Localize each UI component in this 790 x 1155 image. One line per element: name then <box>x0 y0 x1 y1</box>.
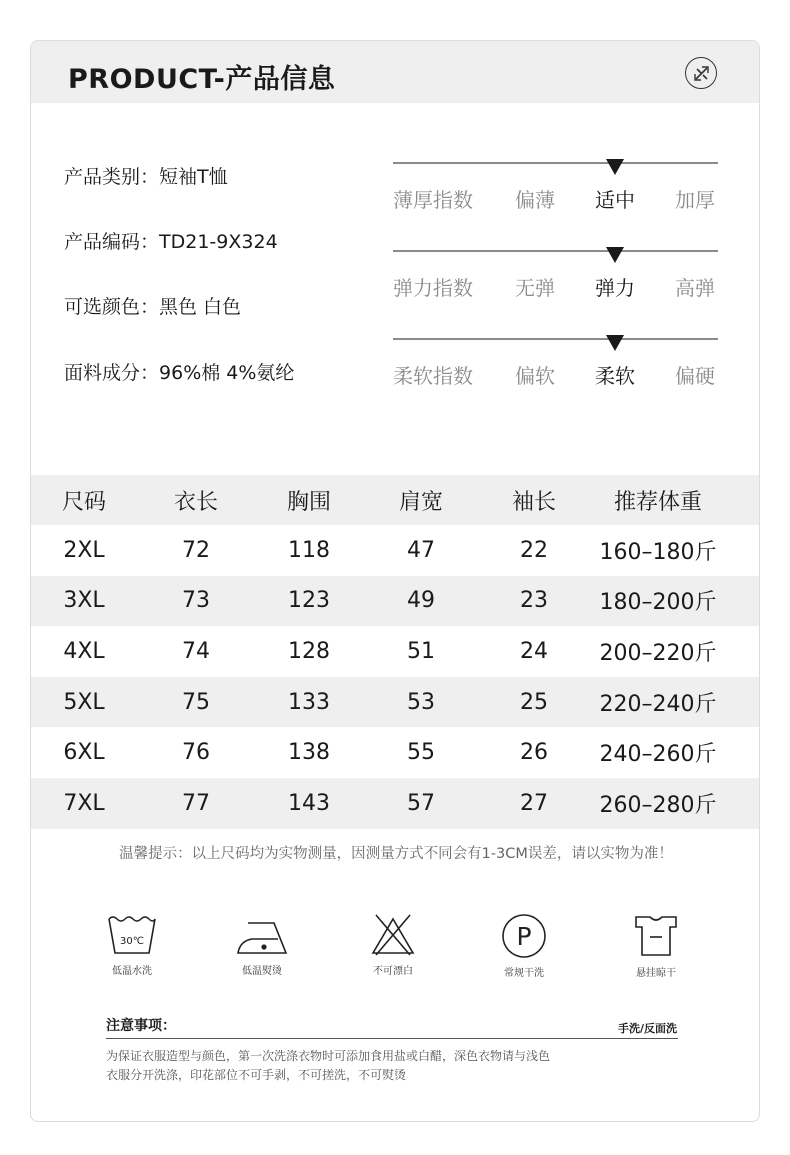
table-cell: 22 <box>520 537 548 563</box>
table-cell: 123 <box>288 588 330 614</box>
spec-value: 短袖T恤 <box>159 166 228 188</box>
scale-option-selected: 弹力 <box>595 276 635 300</box>
table-cell: 72 <box>182 537 210 563</box>
thickness-scale <box>393 162 718 222</box>
table-cell: 3XL <box>63 588 105 614</box>
scale-option: 高弹 <box>675 276 715 300</box>
table-cell: 76 <box>182 740 210 766</box>
scale-option: 加厚 <box>675 188 715 212</box>
size-table <box>31 475 760 829</box>
care-item-wash <box>77 913 187 993</box>
table-row <box>31 677 760 728</box>
table-cell: 77 <box>182 790 210 816</box>
spec-fabric <box>64 358 294 385</box>
table-cell: 200–220斤 <box>599 640 717 666</box>
table-cell: 260–280斤 <box>599 792 717 818</box>
spec-colors <box>64 292 241 319</box>
spec-label: 可选颜色： <box>64 296 160 318</box>
table-cell: 143 <box>288 790 330 816</box>
table-cell: 2XL <box>63 537 105 563</box>
page-title: PRODUCT-产品信息 <box>68 64 336 95</box>
table-cell: 23 <box>520 588 548 614</box>
table-cell: 27 <box>520 790 548 816</box>
column-header: 推荐体重 <box>613 489 702 515</box>
table-cell: 7XL <box>63 790 105 816</box>
wash-30-icon <box>105 913 159 957</box>
table-cell: 138 <box>288 740 330 766</box>
care-label: 悬挂晾干 <box>636 968 676 979</box>
product-info-card <box>30 40 760 1122</box>
spec-value: 黑色 白色 <box>159 296 242 318</box>
scale-option-selected: 柔软 <box>595 364 635 388</box>
table-cell: 51 <box>407 638 435 664</box>
table-cell: 53 <box>407 689 435 715</box>
measurement-tip: 温馨提示：以上尺码均为实物测量，因测量方式不同会有1-3CM误差，请以实物为准！ <box>119 846 673 862</box>
spec-value: TD21-9X324 <box>159 231 278 253</box>
care-item-hang <box>601 913 711 993</box>
scale-line <box>393 338 718 340</box>
table-cell: 26 <box>520 740 548 766</box>
no-bleach-icon <box>368 913 418 957</box>
table-row <box>31 626 760 677</box>
table-cell: 25 <box>520 689 548 715</box>
table-cell: 5XL <box>63 689 105 715</box>
care-label: 不可漂白 <box>373 966 413 977</box>
scale-option: 偏薄 <box>515 188 555 212</box>
table-cell: 133 <box>288 689 330 715</box>
divider <box>106 1038 678 1039</box>
column-header: 衣长 <box>173 489 218 515</box>
column-header: 袖长 <box>511 489 556 515</box>
wash-temp-text: 30℃ <box>120 936 144 947</box>
spec-label: 产品类别： <box>64 166 160 188</box>
table-cell: 128 <box>288 638 330 664</box>
table-cell: 57 <box>407 790 435 816</box>
table-cell: 55 <box>407 740 435 766</box>
attention-text-line: 衣服分开洗涤，印花部位不可手剥，不可搓洗，不可熨烫 <box>106 1068 407 1082</box>
care-label: 低温熨烫 <box>242 966 282 977</box>
scale-marker-icon <box>606 247 624 263</box>
column-header: 胸围 <box>286 489 331 515</box>
scale-marker-icon <box>606 335 624 351</box>
elasticity-scale <box>393 250 718 310</box>
care-item-bleach <box>338 913 448 993</box>
table-cell: 6XL <box>63 740 105 766</box>
scale-name: 柔软指数 <box>393 364 473 388</box>
spec-label: 面料成分： <box>64 362 160 384</box>
scale-option: 偏软 <box>515 364 555 388</box>
dry-clean-icon <box>500 913 548 959</box>
softness-scale <box>393 338 718 398</box>
scale-name: 弹力指数 <box>393 276 473 300</box>
care-item-dryclean <box>469 913 579 993</box>
column-header: 肩宽 <box>398 489 443 515</box>
scale-option: 偏硬 <box>675 364 715 388</box>
table-cell: 220–240斤 <box>599 691 717 717</box>
spec-code <box>64 227 278 254</box>
table-cell: 118 <box>288 537 330 563</box>
table-row <box>31 727 760 778</box>
table-cell: 24 <box>520 638 548 664</box>
spec-label: 产品编码： <box>64 231 160 253</box>
care-label: 常规干洗 <box>504 968 544 979</box>
table-row <box>31 778 760 829</box>
table-cell: 180–200斤 <box>599 590 717 616</box>
table-cell: 47 <box>407 537 435 563</box>
spec-category <box>64 162 228 189</box>
table-cell: 240–260斤 <box>599 742 717 768</box>
table-cell: 160–180斤 <box>599 539 717 565</box>
scale-option-selected: 适中 <box>595 188 635 212</box>
attention-text-line: 为保证衣服造型与颜色，第一次洗涤衣物时可添加食用盐或白醋，深色衣物请与浅色 <box>106 1049 551 1063</box>
scale-name: 薄厚指数 <box>393 188 473 212</box>
scale-line <box>393 162 718 164</box>
table-cell: 73 <box>182 588 210 614</box>
scale-option: 无弹 <box>515 276 555 300</box>
attention-wash-method: 手洗/反面洗 <box>617 1022 677 1035</box>
attention-title: 注意事项： <box>106 1018 176 1034</box>
hang-dry-icon <box>632 913 680 959</box>
table-row <box>31 525 760 576</box>
scale-line <box>393 250 718 252</box>
table-row <box>31 576 760 627</box>
table-cell: 4XL <box>63 638 105 664</box>
logo-badge-icon <box>685 57 717 89</box>
care-label: 低温水洗 <box>112 966 152 977</box>
table-cell: 49 <box>407 588 435 614</box>
table-cell: 75 <box>182 689 210 715</box>
table-header-row <box>31 475 760 525</box>
iron-low-icon <box>234 913 290 957</box>
table-cell: 74 <box>182 638 210 664</box>
dry-clean-letter: P <box>516 922 532 951</box>
care-item-iron <box>207 913 317 993</box>
header-bar <box>31 41 760 103</box>
spec-value: 96%棉 4%氨纶 <box>159 362 295 384</box>
scale-marker-icon <box>606 159 624 175</box>
column-header: 尺码 <box>61 489 106 515</box>
